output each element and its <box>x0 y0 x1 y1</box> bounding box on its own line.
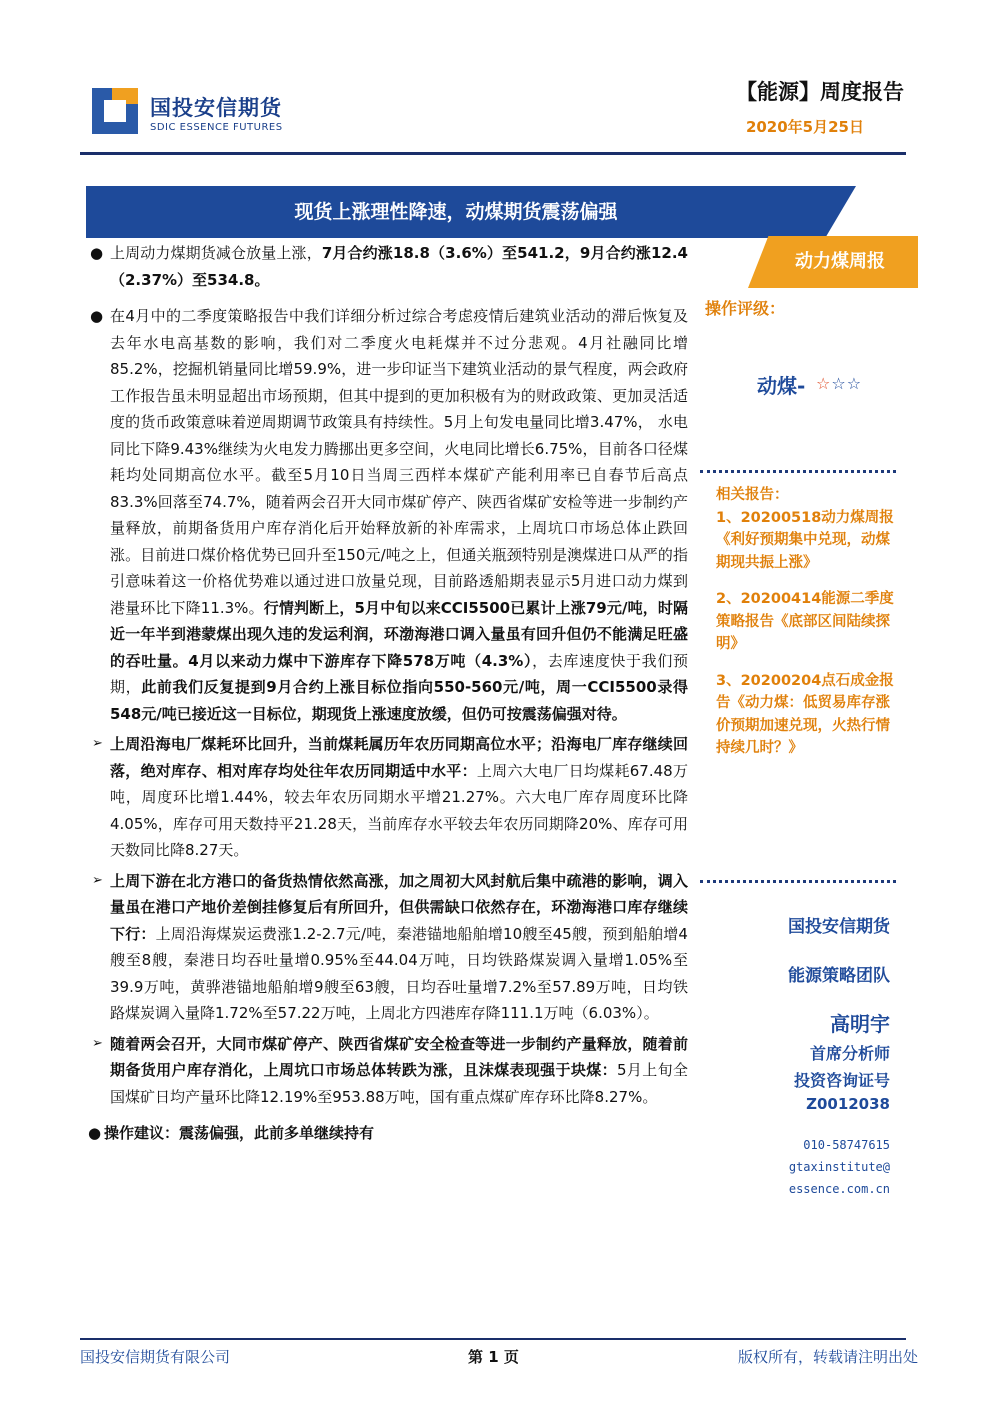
contact-email-domain[interactable]: essence.com.cn <box>788 1182 890 1196</box>
paragraph-analysis <box>88 303 688 727</box>
arrow-bullet-icon: ➢ <box>92 872 103 888</box>
text-run-bold: 此前我们反复提到9月合约上涨目标位指向550-560元/吨，周一CCI5500录得548元/吨已接近这一目标位，期现货上涨速度放缓，但仍可按震荡偏强对待。 <box>110 678 688 723</box>
page-number: 第 1 页 <box>468 1348 519 1366</box>
logo-name-en: SDIC ESSENCE FUTURES <box>150 122 283 133</box>
related-reports <box>716 484 896 774</box>
related-report-link[interactable]: 2、20200414能源二季度策略报告《底部区间陆续探明》 <box>716 591 894 652</box>
report-type: 【能源】周度报告 <box>736 80 904 104</box>
arrow-bullet-icon: ➢ <box>92 1035 103 1051</box>
report-title: 现货上涨理性降速，动煤期货震荡偏强 <box>294 201 618 223</box>
related-report-link[interactable]: 1、20200518动力煤周报《利好预期集中兑现，动煤期现共振上涨》 <box>716 509 894 571</box>
header-divider <box>80 152 906 155</box>
main-content <box>88 240 688 1147</box>
contact-email[interactable]: gtaxinstitute@ <box>788 1160 890 1174</box>
bullet-icon: ● <box>88 1124 102 1142</box>
footer-company: 国投安信期货有限公司 <box>80 1348 231 1366</box>
bullet-mine <box>88 1031 688 1111</box>
report-date: 2020年5月25日 <box>745 118 864 136</box>
analyst-title: 首席分析师 <box>809 1044 890 1063</box>
cert-label: 投资咨询证号 <box>793 1071 890 1090</box>
text-run-bold: 上周下游在北方港口的备货热情依然高涨，加之周初大风封航后集中疏港的影响，调入量虽在港口产地价差倒挂修复后有所回升，但供需缺口依然存在，环渤海港口库存继续下行： <box>110 871 688 943</box>
bullet-port <box>88 868 688 1027</box>
logo-name-cn: 国投安信期货 <box>150 96 282 120</box>
text-run: 上周动力煤期货减仓放量上涨， <box>110 244 322 262</box>
rating-text: 动煤- <box>757 374 806 398</box>
text-run-bold: 上周沿海电厂煤耗环比回升，当前煤耗属历年农历同期高位水平；沿海电厂库存继续回落，绝对库存、相对库存均处往年农历同期适中水平： <box>110 735 688 780</box>
arrow-bullet-icon: ➢ <box>92 736 103 751</box>
star-rating-icon: ☆☆☆ <box>816 374 863 393</box>
analyst-name: 高明宇 <box>830 1012 890 1036</box>
text-run-bold: 随着两会召开，大同市煤矿停产、陕西省煤矿安全检查等进一步制约产量释放，随着前期备货用户库存消化，上周坑口市场总体转跌为涨，且沫煤表现强于块煤： <box>110 1034 688 1079</box>
sidebar-divider <box>700 470 896 473</box>
contact-phone: 010-58747615 <box>803 1138 890 1152</box>
advice-text: 操作建议：震荡偏强，此前多单继续持有 <box>104 1124 375 1142</box>
text-run: 上周沿海煤炭运费涨1.2-2.7元/吨，秦港锚地船舶增10艘至45艘，预到船舶增4艘至8艘，秦港日均吞吐量增0.95%至44.04万吨，日均铁路煤炭调入量增1.05%至39.9万吨，黄骅港锚地船舶增9艘至63艘，日均吞吐量增7.2%至57.89万吨，日均铁路煤炭调入量降1.72%至57.22万吨，上周北方四港库存降111.1万吨（6.03%）。 <box>110 924 688 1022</box>
analyst-info <box>720 912 890 1113</box>
sidebar-divider <box>700 880 896 883</box>
logo-icon <box>92 88 138 134</box>
related-report-link[interactable]: 3、20200204点石成金报告《动力煤：低贸易库存涨价预期加速兑现，火热行情持续几时？》 <box>716 672 894 756</box>
text-run: 5月上旬全国煤矿日均产量环比降12.19%至953.88万吨，国有重点煤矿库存环比降8.27%。 <box>110 1061 688 1106</box>
rating-label: 操作评级： <box>705 299 786 318</box>
text-run-bold: 行情判断上，5月中旬以来CCI5500已累计上涨79元/吨，时隔近一年半到港蒙煤出现久违的发运利润，环渤海港口调入量虽有回升但仍不能满足旺盛的吞吐量。4月以来动力煤中下游库存下降578万吨（4.3%） <box>110 598 688 670</box>
cert-number: Z0012038 <box>806 1095 890 1113</box>
team-company: 国投安信期货 <box>788 917 890 937</box>
text-run: 上周六大电厂日均煤耗67.48万吨，周度环比增1.44%，较去年农历同期水平增21.27%。六大电厂库存周度环比降4.05%，库存可用天数持平21.28天，当前库存水平较去年农历同期降20%、库存可用天数同比降8.27天。 <box>110 761 688 859</box>
footer-copyright: 版权所有，转载请注明出处 <box>737 1348 918 1366</box>
footer-divider <box>80 1338 906 1340</box>
bullet-icon: ● <box>90 307 104 325</box>
side-tag: 动力煤周报 <box>795 251 885 272</box>
paragraph-summary <box>88 240 688 293</box>
bullet-icon: ● <box>90 244 104 262</box>
text-run: 在4月中的二季度策略报告中我们详细分析过综合考虑疫情后建筑业活动的滞后恢复及去年水电高基数的影响，我们对二季度火电耗煤并不过分悲观。4月社融同比增85.2%，挖掘机销量同比增59.9%，进一步印证当下建筑业活动的景气程度，两会政府工作报告虽未明显超出市场预期，但其中提到的更加积极有为的财政政策、更加灵活适度的货币政策意味着逆周期调节政策具有持续性。5月上旬发电量同比增3.47%， 水电同比下降9.43%继续为火电发力腾挪出更多空间，火电同比增长6.75%，目前各口径煤耗均处同期高位水平。截至5月10日当周三西样本煤矿产能利用率已自春节后高点83.3%回落至74.7%，随着两会召开大同市煤矿停产、陕西省煤矿安检等进一步制约产量释放，前期备货用户库存消化后开始释放新的补库需求，上周坑口市场总体止跌回涨。目前进口煤价格优势已回升至150元/吨之上，但通关瓶颈特别是澳煤进口从严的指引意味着这一价格优势难以通过进口放量兑现，目前路透船期表显示5月进口动力煤到港量环比下降11.3%。 <box>110 307 688 617</box>
operation-advice <box>88 1120 688 1147</box>
bullet-power-plant <box>88 731 688 864</box>
text-run: ，去库速度快于我们预期， <box>110 651 688 696</box>
team-group: 能源策略团队 <box>788 966 890 986</box>
related-heading: 相关报告： <box>716 487 789 503</box>
contact-info <box>740 1134 890 1200</box>
text-run-bold: 7月合约涨18.8（3.6%）至541.2，9月合约涨12.4（2.37%）至534.8。 <box>110 244 688 289</box>
